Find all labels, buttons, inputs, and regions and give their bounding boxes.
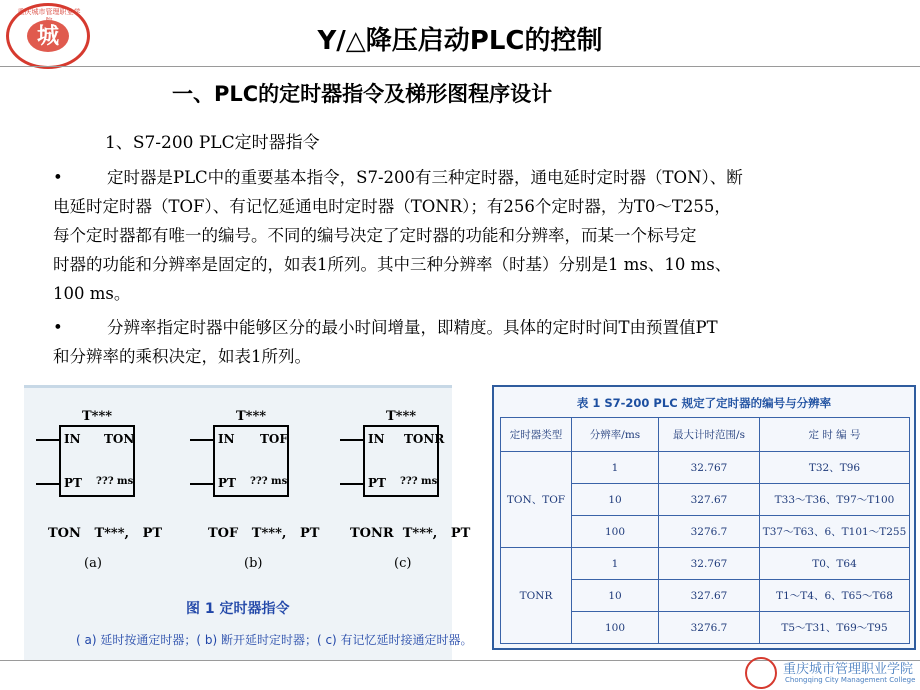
timer-table-panel: [492, 385, 916, 650]
cell-resolution: 1: [572, 548, 659, 580]
para2-line: 分辨率指定时器中能够区分的最小时间增量，即精度。具体的定时时间T由预置值PT: [107, 318, 718, 337]
block-a-tag: (a): [84, 556, 102, 571]
cell-resolution: 10: [572, 580, 659, 612]
cell-resolution: 100: [572, 612, 659, 644]
footer-emblem-icon: [745, 657, 777, 689]
block-a-type: TON: [104, 432, 135, 446]
block-b-caption: TOF T***, PT: [208, 526, 320, 541]
block-c-type: TONR: [404, 432, 445, 446]
block-b-type: TOF: [260, 432, 288, 446]
cell-numbers: T37～T63、6、T101～T255: [760, 516, 910, 548]
para1-line: 每个定时器都有唯一的编号。不同的编号决定了定时器的功能和分辨率，而某一个标号定: [53, 226, 697, 245]
block-c-in: IN: [368, 432, 385, 446]
cell-range: 32.767: [659, 548, 760, 580]
cell-numbers: T32、T96: [760, 452, 910, 484]
para1-line: 时器的功能和分辨率是固定的，如表1所列。其中三种分辨率（时基）分别是1 ms、10 ms、: [53, 255, 732, 274]
block-a-in: IN: [64, 432, 81, 446]
cell-type: TON、TOF: [501, 452, 572, 548]
paragraph-timers: [53, 163, 873, 308]
block-c-caption: TONR T***, PT: [350, 526, 471, 541]
slide-title: Y/△降压启动PLC的控制: [317, 26, 603, 56]
section-heading: 1、S7-200 PLC定时器指令: [105, 133, 320, 153]
title-divider: [0, 66, 920, 67]
cell-resolution: 1: [572, 452, 659, 484]
col-header-numbers: 定 时 编 号: [760, 418, 910, 452]
cell-range: 327.67: [659, 580, 760, 612]
cell-numbers: T1～T4、6、T65～T68: [760, 580, 910, 612]
cell-range: 32.767: [659, 452, 760, 484]
col-header-range: 最大计时范围/s: [659, 418, 760, 452]
block-a-ms: ??? ms: [96, 476, 134, 487]
block-c-address: T***: [386, 409, 417, 424]
block-c-tag: (c): [394, 556, 412, 571]
figure-title: 图 1 定时器指令: [186, 601, 290, 617]
cell-numbers: T0、T64: [760, 548, 910, 580]
footer-school-name-en: Chongqing City Management College: [785, 676, 916, 684]
table-row: [501, 548, 910, 580]
cell-range: 3276.7: [659, 612, 760, 644]
para2-line: 和分辨率的乘积决定，如表1所列。: [53, 347, 311, 366]
bullet: •: [53, 168, 63, 187]
timer-figure: [24, 385, 473, 661]
block-b-tag: (b): [244, 556, 263, 571]
block-a-address: T***: [82, 409, 113, 424]
para1-line: 定时器是PLC中的重要基本指令，S7-200有三种定时器，通电延时定时器（TON）、断: [107, 168, 743, 187]
table-header-row: [501, 418, 910, 452]
block-c-ms: ??? ms: [400, 476, 438, 487]
logo-ring-text: 重庆城市管理职业学: [17, 8, 81, 16]
block-b-ms: ??? ms: [250, 476, 288, 487]
paragraph-resolution: [53, 313, 873, 371]
col-header-resolution: 分辨率/ms: [572, 418, 659, 452]
cell-resolution: 100: [572, 516, 659, 548]
logo-emblem: 城: [27, 20, 69, 52]
cell-type: TONR: [501, 548, 572, 644]
cell-range: 3276.7: [659, 516, 760, 548]
cell-range: 327.67: [659, 484, 760, 516]
block-a-pt: PT: [64, 476, 82, 490]
block-b-in: IN: [218, 432, 235, 446]
block-c-pt: PT: [368, 476, 386, 490]
figure-caption: ( a) 延时按通定时器；( b) 断开延时定时器；( c) 有记忆延时接通定时器。: [76, 633, 473, 647]
cell-numbers: T5～T31、T69～T95: [760, 612, 910, 644]
bullet: •: [53, 318, 63, 337]
col-header-type: 定时器类型: [501, 418, 572, 452]
cell-resolution: 10: [572, 484, 659, 516]
block-a-caption: TON T***, PT: [48, 526, 163, 541]
para1-line: 100 ms。: [53, 284, 131, 303]
footer-logo: [745, 655, 920, 690]
cell-numbers: T33～T36、T97～T100: [760, 484, 910, 516]
table-title: 表 1 S7-200 PLC 规定了定时器的编号与分辨率: [576, 396, 832, 410]
block-b-address: T***: [236, 409, 267, 424]
timer-table: [500, 417, 910, 644]
block-b-pt: PT: [218, 476, 236, 490]
footer-school-name: 重庆城市管理职业学院: [783, 662, 914, 677]
para1-line: 电延时定时器（TOF）、有记忆延通电时定时器（TONR）；有256个定时器，为T0～T255，: [53, 197, 731, 216]
subtitle: 一、PLC的定时器指令及梯形图程序设计: [172, 82, 553, 106]
table-row: [501, 452, 910, 484]
